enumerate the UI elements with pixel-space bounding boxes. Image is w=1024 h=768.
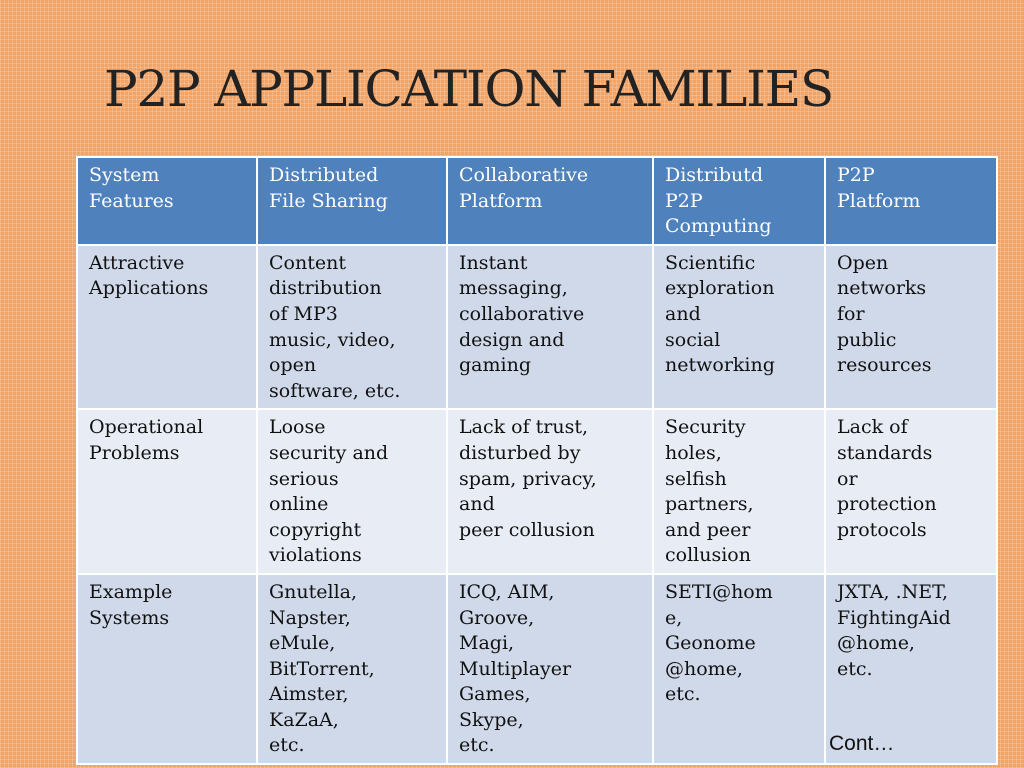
cell-text-line: partners, — [665, 493, 754, 516]
cell-text-line: Gnutella, — [269, 580, 358, 603]
cell-text-line: Magi, — [459, 632, 515, 655]
cell-text-line: Groove, — [459, 606, 535, 629]
cell-text-line: Platform — [837, 189, 921, 212]
table-cell — [257, 245, 447, 410]
cell-text-line: Instant — [459, 251, 528, 274]
cell-text-line: Content — [269, 251, 346, 274]
cell-text-line: networks — [837, 277, 927, 300]
cell-text-line: Napster, — [269, 606, 351, 629]
header-collaborative-platform — [447, 157, 653, 245]
cell-text-line: Security — [665, 416, 746, 439]
cell-text-line: exploration — [665, 277, 775, 300]
cell-text-line: messaging, — [459, 277, 568, 300]
header-p2p-platform — [825, 157, 997, 245]
table-cell — [447, 245, 653, 410]
cell-text-line: eMule, — [269, 632, 336, 655]
p2p-families-table — [76, 156, 998, 765]
table-row-attractive-applications — [77, 245, 997, 410]
cell-text-line: Distributed — [269, 164, 379, 186]
cell-text-line: Attractive — [89, 251, 185, 274]
cell-text-line: FightingAid — [837, 606, 951, 629]
cell-text-line: public — [837, 328, 897, 351]
cell-text-line: Open — [837, 251, 889, 274]
cell-text-line: P2P — [837, 164, 875, 186]
row-label-cell — [77, 574, 257, 764]
cell-text-line: social — [665, 328, 721, 351]
cell-text-line: software, etc. — [269, 379, 401, 402]
table-cell — [653, 409, 825, 574]
cell-text-line: Problems — [89, 441, 180, 464]
header-system-features — [77, 157, 257, 245]
cell-text-line: security and — [269, 441, 389, 464]
cell-text-line: BitTorrent, — [269, 657, 375, 680]
cell-text-line: Operational — [89, 416, 204, 439]
table-cell — [257, 409, 447, 574]
slide-title: P2P APPLICATION FAMILIES — [104, 60, 834, 118]
cell-text-line: ICQ, AIM, — [459, 580, 555, 603]
cell-text-line: resources — [837, 354, 932, 377]
cell-text-line: and — [665, 302, 701, 325]
cell-text-line: Scientific — [665, 251, 756, 274]
cell-text-line: Distributd — [665, 164, 764, 186]
cell-text-line: and peer — [665, 518, 751, 541]
cell-text-line: KaZaA, — [269, 708, 339, 731]
cell-text-line: Multiplayer — [459, 657, 572, 680]
table-row-operational-problems — [77, 409, 997, 574]
cell-text-line: etc. — [665, 683, 701, 706]
cell-text-line: @home, — [665, 657, 743, 680]
cell-text-line: violations — [269, 544, 362, 567]
cell-text-line: networking — [665, 354, 775, 377]
cell-text-line: Geonome — [665, 632, 756, 655]
row-label-cell — [77, 409, 257, 574]
cell-text-line: collusion — [665, 544, 751, 567]
cell-text-line: holes, — [665, 441, 722, 464]
table-cell — [447, 409, 653, 574]
continued-note: Cont… — [829, 732, 895, 755]
cell-text-line: Features — [89, 189, 174, 212]
cell-text-line: etc. — [269, 734, 305, 757]
cell-text-line: etc. — [459, 734, 495, 757]
cell-text-line: e, — [665, 606, 683, 629]
table-cell — [825, 409, 997, 574]
header-distributed-file-sharing — [257, 157, 447, 245]
cell-text-line: standards — [837, 441, 933, 464]
cell-text-line: design and — [459, 328, 565, 351]
cell-text-line: Computing — [665, 215, 772, 238]
cell-text-line: File Sharing — [269, 189, 388, 212]
cell-text-line: or — [837, 467, 858, 490]
cell-text-line: music, video, — [269, 328, 396, 351]
cell-text-line: Loose — [269, 416, 326, 439]
cell-text-line: P2P — [665, 189, 703, 212]
header-distributed-p2p-computing — [653, 157, 825, 245]
cell-text-line: protocols — [837, 518, 927, 541]
cell-text-line: and — [459, 493, 495, 516]
cell-text-line: Lack of — [837, 416, 908, 439]
cell-text-line: of MP3 — [269, 302, 338, 325]
cell-text-line: Skype, — [459, 708, 524, 731]
cell-text-line: collaborative — [459, 302, 585, 325]
cell-text-line: Platform — [459, 189, 543, 212]
cell-text-line: selfish — [665, 467, 727, 490]
table-cell — [653, 245, 825, 410]
cell-text-line: Collaborative — [459, 164, 589, 186]
cell-text-line: Applications — [89, 277, 209, 300]
cell-text-line: serious — [269, 467, 339, 490]
cell-text-line: disturbed by — [459, 441, 581, 464]
table-cell — [447, 574, 653, 764]
cell-text-line: Systems — [89, 606, 170, 629]
table-header-row — [77, 157, 997, 245]
cell-text-line: @home, — [837, 632, 915, 655]
row-label-cell — [77, 245, 257, 410]
table-cell — [825, 245, 997, 410]
table-cell — [257, 574, 447, 764]
cell-text-line: copyright — [269, 518, 362, 541]
cell-text-line: System — [89, 164, 160, 186]
cell-text-line: for — [837, 302, 865, 325]
cell-text-line: Lack of trust, — [459, 416, 589, 439]
cell-text-line: Games, — [459, 683, 531, 706]
cell-text-line: gaming — [459, 354, 531, 377]
cell-text-line: JXTA, .NET, — [837, 580, 949, 603]
table-cell — [653, 574, 825, 764]
cell-text-line: protection — [837, 493, 937, 516]
cell-text-line: distribution — [269, 277, 382, 300]
cell-text-line: Aimster, — [269, 683, 349, 706]
cell-text-line: peer collusion — [459, 518, 595, 541]
cell-text-line: Example — [89, 580, 173, 603]
cell-text-line: etc. — [837, 657, 873, 680]
cell-text-line: open — [269, 354, 317, 377]
cell-text-line: online — [269, 493, 329, 516]
cell-text-line: SETI@hom — [665, 580, 773, 603]
cell-text-line: spam, privacy, — [459, 467, 597, 490]
